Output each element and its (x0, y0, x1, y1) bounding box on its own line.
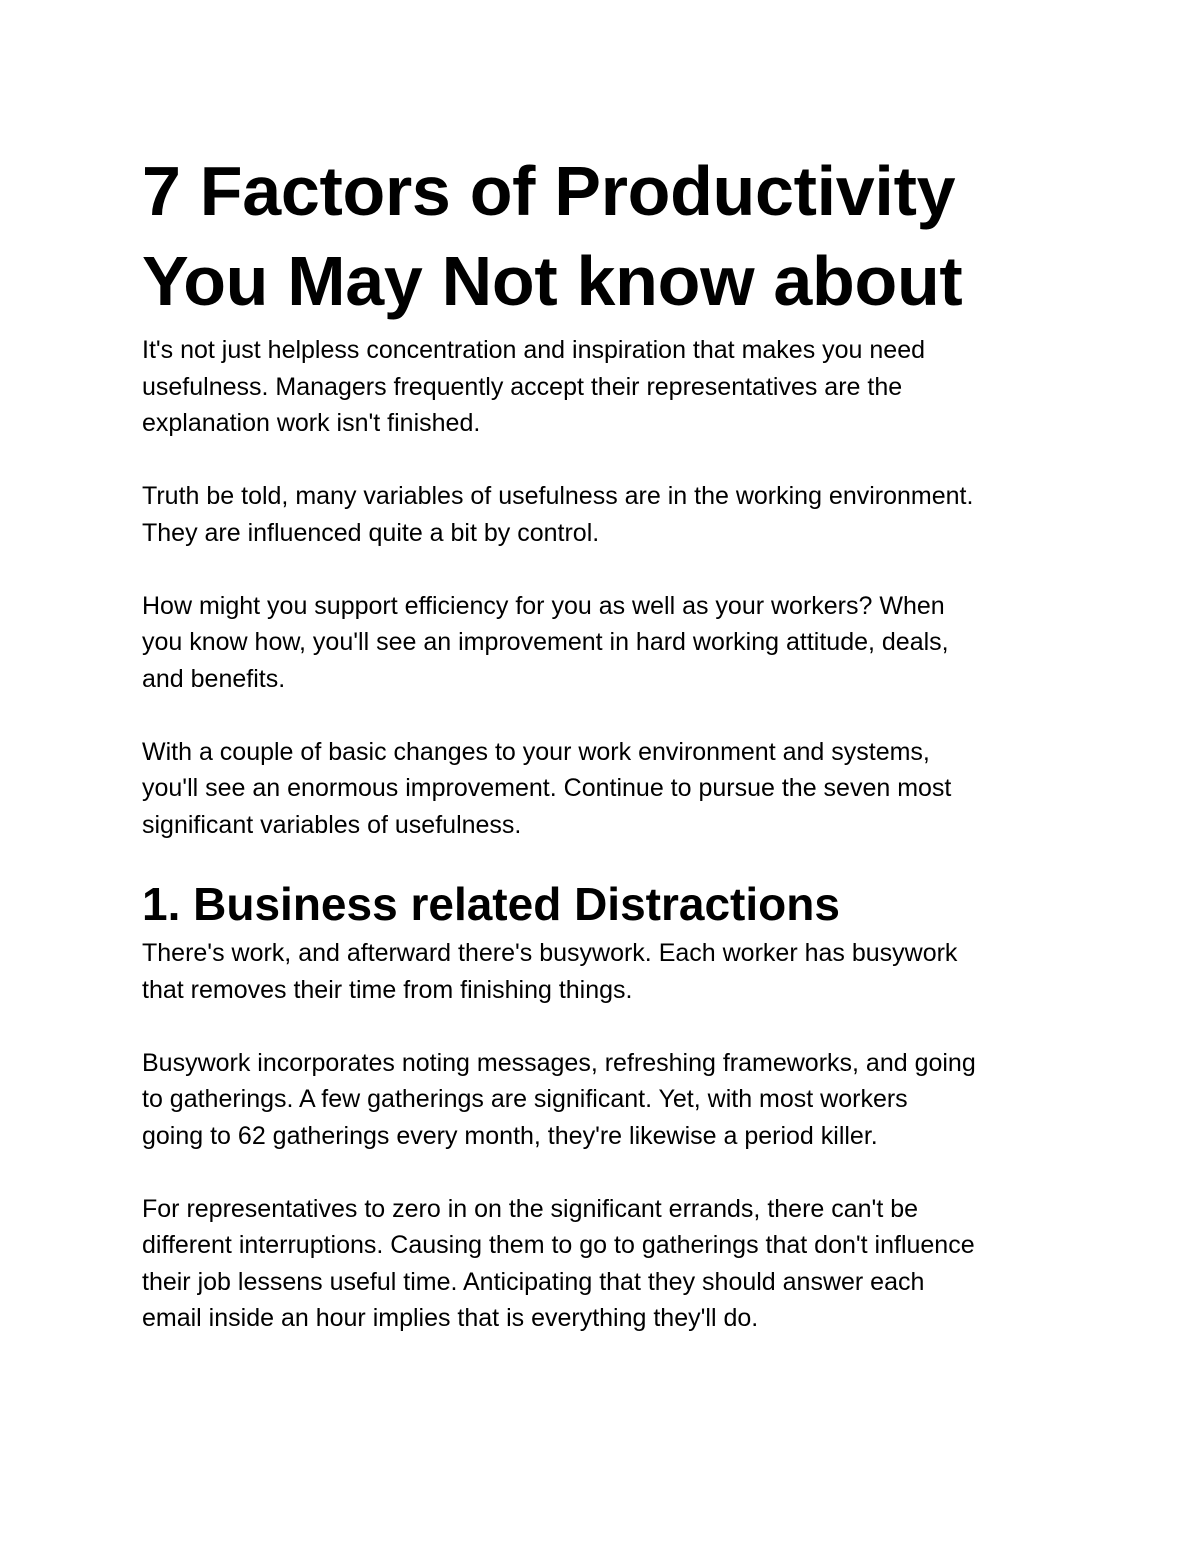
section-paragraph-1: There's work, and afterward there's busywork. Each worker has busywork that removes their time from finishing things. (142, 939, 958, 1004)
intro-paragraph-4: With a couple of basic changes to your work environment and systems, you'll see an enormous improvement. Continue to pursue the seven most significant variables of usefulness. (142, 737, 952, 839)
section-heading: 1. Business related Distractions (142, 878, 840, 930)
intro-paragraph-3: How might you support efficiency for you as well as your workers? When you know how, you'll see an improvement in hard working attitude, deals, and benefits. (142, 591, 949, 693)
section-body (142, 935, 1072, 1337)
intro-paragraph-2: Truth be told, many variables of usefulness are in the working environment. They are influenced quite a bit by control. (142, 482, 974, 547)
intro-paragraph-1: It's not just helpless concentration and inspiration that makes you need usefulness. Managers frequently accept their representatives are the explanation work isn't finished. (142, 336, 926, 437)
document-body (142, 146, 1072, 1337)
intro-section (142, 332, 1072, 843)
section-paragraph-3: For representatives to zero in on the significant errands, there can't be different interruptions. Causing them to go to gatherings that don't influence their job lessens useful time. Anticipating that they should answer each email inside an hour implies that is everything they'll do. (142, 1194, 975, 1332)
section-paragraph-2: Busywork incorporates noting messages, refreshing frameworks, and going to gatherings. A few gatherings are significant. Yet, with most workers going to 62 gatherings every month, they're likewise a period killer. (142, 1048, 976, 1150)
document-title: 7 Factors of Productivity You May Not know about (142, 152, 963, 320)
